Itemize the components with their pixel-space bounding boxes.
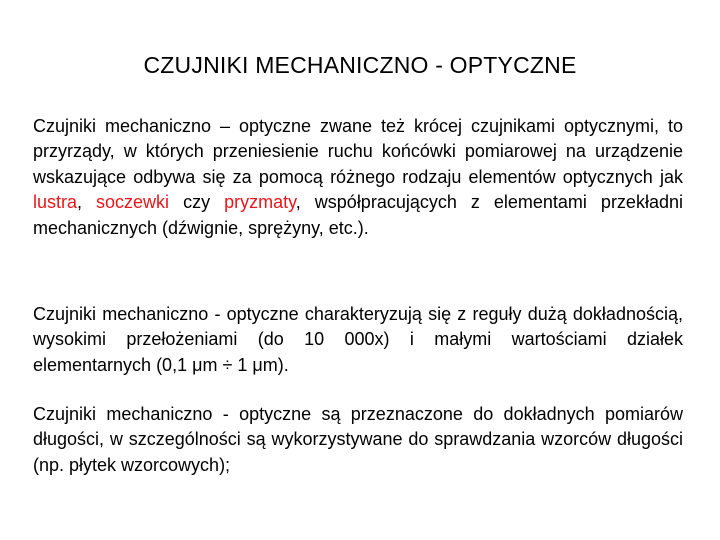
highlight-soczewki: soczewki: [96, 192, 170, 213]
highlight-lustra: lustra: [33, 192, 78, 213]
paragraph-3: Czujniki mechaniczno - optyczne są przeznaczone do dokładnych pomiarów długości, w szczególności są wykorzystywane do sprawdzania wzorców długości (np. płytek wzorcowych);: [33, 404, 683, 475]
paragraph-2: Czujniki mechaniczno - optyczne charakteryzują się z reguły dużą dokładnością, wysokimi przełożeniami (do 10 000x) i małymi wartościami działek elementarnych (0,1 μm ÷ 1 μm).: [33, 304, 683, 375]
highlight-pryzmaty: pryzmaty: [224, 192, 296, 213]
paragraph-1: [33, 114, 683, 241]
paragraph-1-text-b: ,: [77, 192, 97, 213]
paragraph-1-text-d: , współpracujących z elementami przekładni mechanicznych (dźwignie, sprężyny, etc.).: [33, 192, 683, 238]
paragraph-1-text-a: Czujniki mechaniczno – optyczne zwane też krócej czujnikami optycznymi, to przyrządy, w których przeniesienie ruchu końcówki pomiarowej na urządzenie wskazujące odbywa się za pomocą różnego rodzaju elementów optycznych jak: [33, 116, 683, 187]
slide-title: CZUJNIKI MECHANICZNO - OPTYCZNE: [143, 52, 577, 78]
paragraph-1-text-c: czy: [169, 192, 225, 213]
